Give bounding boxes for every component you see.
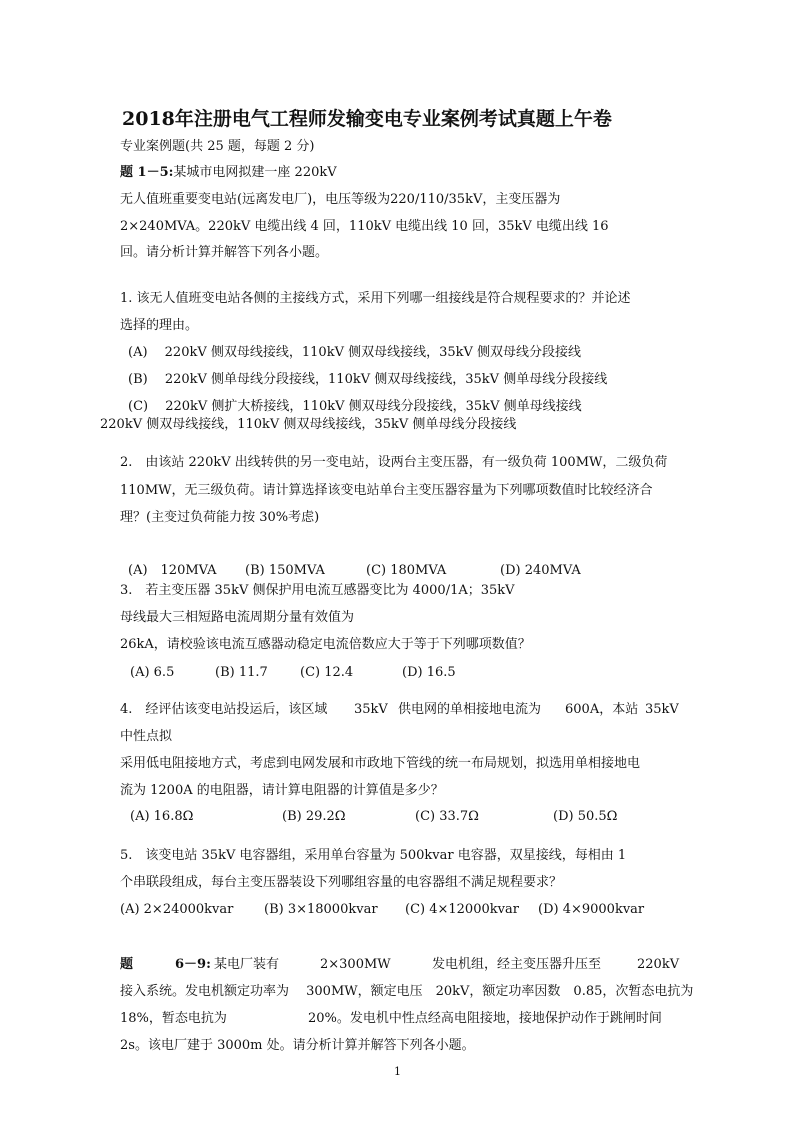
q4-text-line2: 中性点拟 [120,729,173,744]
q4-text-line1d: 600A，本站 [565,702,639,717]
group1-label: 题 1－5: [120,165,174,180]
q1-option-c: (C) 220kV 侧扩大桥接线，110kV 侧双母线分段接线，35kV 侧单母线接线 [128,399,582,414]
group2-line1-d: 2×300MW [320,957,391,972]
q4-option-d: (D) 50.5Ω [553,809,618,824]
q1-option-a: (A) 220kV 侧双母线接线，110kV 侧双母线接线，35kV 侧双母线分段接线 [128,345,582,360]
group2-line4: 2s。该电厂建于 3000m 处。请分析计算并解答下列各小题。 [120,1038,475,1053]
q4-text-line1b: 35kV [354,702,388,717]
page-number: 1 [394,1065,401,1078]
q3-option-a: (A) 6.5 [130,665,175,680]
q4-option-a: (A) 16.8Ω [130,809,194,824]
q2-text-line3: 理？(主变过负荷能力按 30%考虑) [120,510,320,525]
group2-line2: 接入系统。发电机额定功率为 300MW，额定电压 20kV，额定功率因数 0.85，次暂态电抗为 [120,984,694,999]
q1-option-b: (B) 220kV 侧单母线分段接线，110kV 侧双母线接线，35kV 侧单母线分段接线 [128,372,608,387]
q4-text-line1e: 35kV [645,702,679,717]
page-title: 2018年注册电气工程师发输变电专业案例考试真题上午卷 [122,108,612,130]
group2-label-range: 6－9: [175,957,211,972]
q2-option-d: (D) 240MVA [500,563,581,578]
group2-label-prefix: 题 [120,957,134,972]
q5-option-d: (D) 4×9000kvar [538,902,645,917]
group1-line2: 无人值班重要变电站(远离发电厂)，电压等级为220/110/35kV，主变压器为 [120,192,561,207]
group1-line1 [120,166,337,179]
q3-text-line2: 母线最大三相短路电流周期分量有效值为 [120,610,355,625]
q4-text-line1a: 4. 经评估该变电站投运后，该区域 [120,702,328,717]
group1-text: 某城市电网拟建一座 220kV [173,165,337,180]
q3-option-d: (D) 16.5 [402,665,456,680]
q1-text-line2: 选择的理由。 [120,318,199,333]
q4-text-line4: 流为 1200A 的电阻器，请计算电阻器的计算值是多少？ [120,783,444,798]
q1-option-d: 220kV 侧双母线接线，110kV 侧双母线接线，35kV 侧单母线分段接线 [100,417,517,432]
group1-line3: 2×240MVA。220kV 电缆出线 4 回，110kV 电缆出线 10 回，35kV 电缆出线 16 [120,219,609,234]
q4-option-b: (B) 29.2Ω [282,809,346,824]
q2-option-c: (C) 180MVA [366,563,447,578]
q3-text-line3: 26kA，请校验该电流互感器动稳定电流倍数应大于等于下列哪项数值？ [120,637,531,652]
group2-line3b: 20%。发电机中性点经高电阻接地，接地保护动作于跳闸时间 [308,1011,662,1026]
q1-text-line1: 1. 该无人值班变电站各侧的主接线方式，采用下列哪一组接线是符合规程要求的？并论述 [120,291,631,306]
q2-option-a: (A) 120MVA [128,563,217,578]
q4-option-c: (C) 33.7Ω [415,809,479,824]
group2-line1-c: 某电厂装有 [214,957,280,972]
q4-text-line3: 采用低电阻接地方式，考虑到电网发展和市政地下管线的统一布局规划，拟选用单相接地电 [120,756,641,771]
q5-text-line1: 5. 该变电站 35kV 电容器组，采用单台容量为 500kvar 电容器，双星接线，每相由 1 [120,848,627,863]
q5-option-c: (C) 4×12000kvar [405,902,519,917]
q2-text-line1: 2. 由该站 220kV 出线转供的另一变电站，设两台主变压器，有一级负荷 100MW，二级负荷 [120,455,668,470]
group2-line1-e: 发电机组，经主变压器升压至 [432,957,602,972]
q5-text-line2: 个串联段组成，每台主变压器装设下列哪组容量的电容器组不满足规程要求？ [120,875,563,890]
q3-option-b: (B) 11.7 [215,665,268,680]
group2-line3a: 18%，暂态电抗为 [120,1011,227,1026]
q4-text-line1c: 供电网的单相接地电流为 [398,702,542,717]
q3-option-c: (C) 12.4 [300,665,354,680]
q2-option-b: (B) 150MVA [245,563,325,578]
q5-option-b: (B) 3×18000kvar [264,902,378,917]
group1-line4: 回。请分析计算并解答下列各小题。 [120,245,329,260]
section-intro: 专业案例题(共 25 题，每题 2 分) [120,139,315,154]
group2-line1-f: 220kV [637,957,680,972]
q2-text-line2: 110MW，无三级负荷。请计算选择该变电站单台主变压器容量为下列哪项数值时比较经济合 [120,483,653,498]
q5-option-a: (A) 2×24000kvar [120,902,234,917]
q3-text-line1: 3. 若主变压器 35kV 侧保护用电流互感器变比为 4000/1A；35kV [120,583,515,598]
